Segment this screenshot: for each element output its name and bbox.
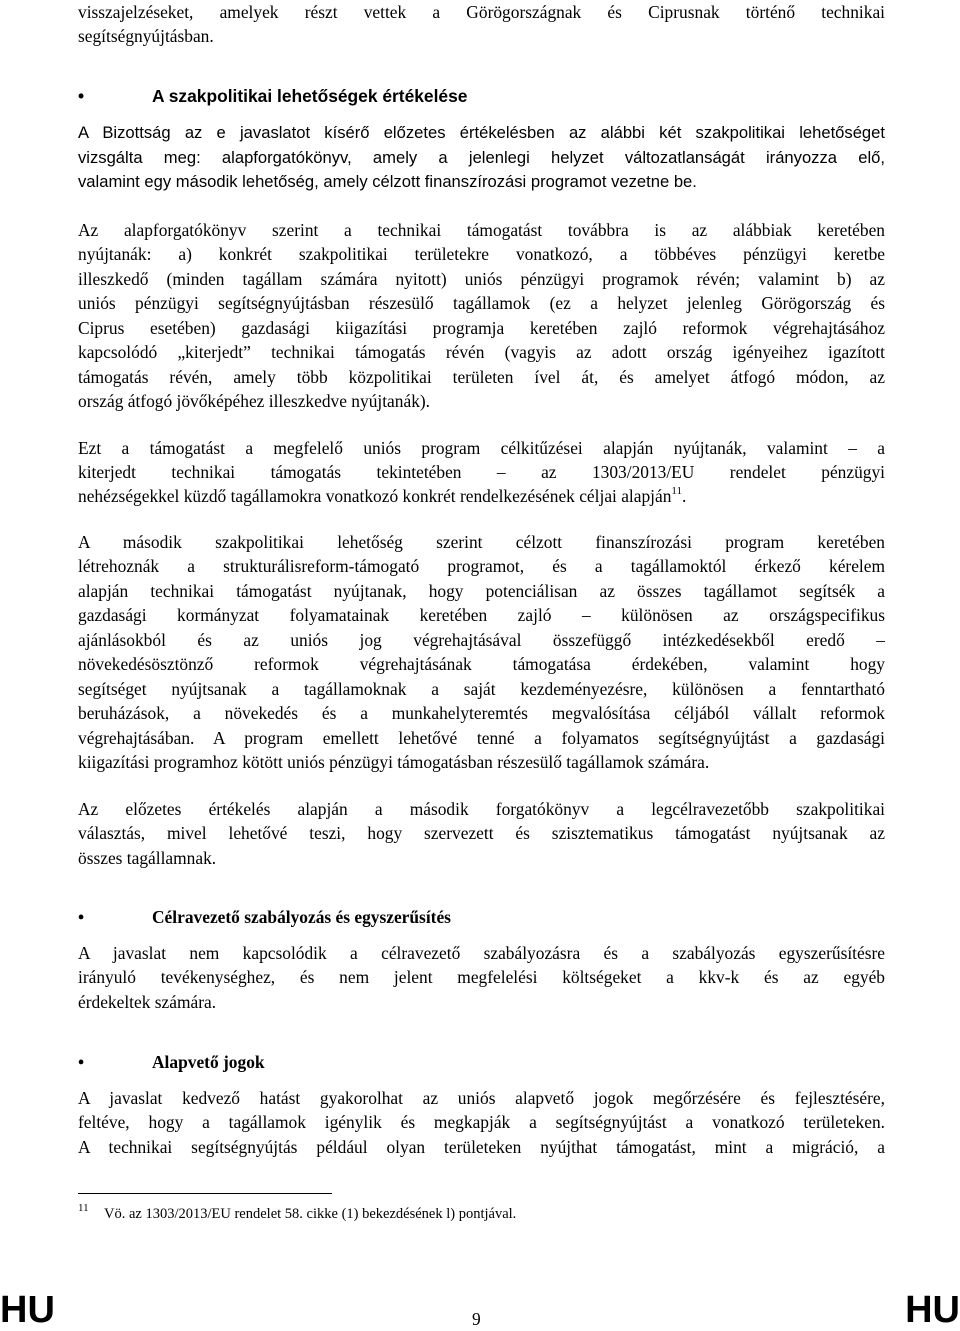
paragraph-line: illeszkedő (minden tagállam számára nyitott) uniós pénzügyi programok révén; valamint b) az — [78, 269, 885, 289]
footer-language-right: HU — [905, 1289, 960, 1331]
paragraph-line: A javaslat nem kapcsolódik a célravezető szabályozásra és a szabályozás egyszerűsítésre — [78, 943, 885, 963]
heading-text: Alapvető jogok — [152, 1052, 265, 1072]
paragraph-line: növekedésösztönző reformok végrehajtásának támogatása érdekében, valamint hogy — [78, 654, 885, 674]
paragraph-line: A második szakpolitikai lehetőség szerint célzott finanszírozási program keretében — [78, 532, 885, 552]
footnote-number: 11 — [78, 1202, 89, 1214]
paragraph-line: ország átfogó jövőképéhez illeszkedve nyújtanák). — [78, 391, 431, 411]
paragraph-line: Ciprus esetében) gazdasági kiigazítási programja keretében zajló reformok végrehajtásához — [78, 318, 885, 338]
paragraph-line: kapcsolódó „kiterjedt” technikai támogatás révén (vagyis az adott ország igényeihez igazított — [78, 342, 885, 362]
paragraph-line: visszajelzéseket, amelyek részt vettek a Görögországnak és Ciprusnak történő technikai — [78, 2, 885, 22]
paragraph-line: gazdasági kormányzat folyamatainak keretében zajló – különösen az országspecifikus — [78, 605, 885, 625]
paragraph-line: uniós pénzügyi segítségnyújtásban részesülő tagállamok (ez a helyzet jelenleg Görögország és — [78, 293, 885, 313]
paragraph-line: beruházások, a növekedés és a munkahelyteremtés megvalósítása céljából vállalt reformok — [78, 703, 885, 723]
paragraph-line — [78, 484, 885, 509]
footnote-separator — [78, 1193, 332, 1194]
paragraph-line: összes tagállamnak. — [78, 848, 217, 868]
paragraph-line: Ezt a támogatást a megfelelő uniós program célkitűzései alapján nyújtanák, valamint – a — [78, 438, 885, 458]
paragraph-line: segítségnyújtásban. — [78, 26, 214, 46]
heading-text: A szakpolitikai lehetőségek értékelése — [152, 86, 468, 106]
bullet-icon: • — [78, 1052, 85, 1072]
footer-language-left: HU — [0, 1289, 55, 1331]
paragraph-line: érdekeltek számára. — [78, 992, 217, 1012]
paragraph-line: választás, mivel lehetővé teszi, hogy szervezett és szisztematikus támogatást nyújtsanak az — [78, 823, 885, 843]
paragraph-line: végrehajtásában. A program emellett lehetővé tenné a folyamatos segítségnyújtást a gazdasági — [78, 728, 885, 748]
paragraph-line: irányuló tevékenységhez, és nem jelent megfelelési költségeket a kkv-k és az egyéb — [78, 967, 885, 987]
paragraph-line: vizsgálta meg: alapforgatókönyv, amely a jelenlegi helyzet változatlanságát irányozza elő, — [78, 148, 885, 167]
paragraph-line: kiigazítási programhoz kötött uniós pénzügyi támogatásban részesülő tagállamok számára. — [78, 752, 710, 772]
paragraph-line: létrehoznák a strukturálisreform-támogató programot, és a tagállamoktól érkező kérelem — [78, 556, 885, 576]
paragraph-line: nyújtanák: a) konkrét szakpolitikai területekre vonatkozó, a többéves pénzügyi keretbe — [78, 244, 885, 264]
paragraph-line: alapján technikai támogatást nyújtanak, hogy potenciálisan az összes tagállamot segítsék a — [78, 581, 885, 601]
paragraph-line: ajánlásokból és az uniós jog végrehajtásával összefüggő intézkedésekből eredő – — [78, 630, 885, 650]
paragraph-line: A Bizottság az e javaslatot kísérő előzetes értékelésben az alábbi két szakpolitikai lehetőséget — [78, 123, 885, 142]
paragraph-line: támogatás révén, amely több közpolitikai területen ível át, és amelyet átfogó módon, az — [78, 367, 885, 387]
footnote-reference[interactable]: 11 — [671, 485, 683, 497]
paragraph-line: Az alapforgatókönyv szerint a technikai támogatást továbbra is az alábbiak keretében — [78, 220, 885, 240]
bullet-icon: • — [78, 86, 85, 106]
paragraph-line: A technikai segítségnyújtás például olyan területeken nyújthat támogatást, mint a migráció, a — [78, 1137, 885, 1157]
paragraph-line: A javaslat kedvező hatást gyakorolhat az uniós alapvető jogok megőrzésére és fejlesztésére, — [78, 1088, 885, 1108]
paragraph-line: feltéve, hogy a tagállamok igénylik és megkapják a segítségnyújtást a vonatkozó területeken. — [78, 1112, 885, 1132]
paragraph-line: Az előzetes értékelés alapján a második forgatókönyv a legcélravezetőbb szakpolitikai — [78, 799, 885, 819]
paragraph-line: valamint egy második lehetőség, amely célzott finanszírozási programot vezetne be. — [78, 172, 697, 191]
footnote-text: Vö. az 1303/2013/EU rendelet 58. cikke (1) bekezdésének l) pontjával. — [104, 1206, 517, 1222]
page-number: 9 — [472, 1309, 481, 1329]
sentence-end: . — [682, 486, 687, 506]
heading-text: Célravezető szabályozás és egyszerűsítés — [152, 907, 451, 927]
bullet-icon: • — [78, 907, 85, 927]
paragraph-text: nehézségekkel küzdő tagállamokra vonatkozó konkrét rendelkezésének céljai alapján — [78, 486, 672, 506]
paragraph-line: segítséget nyújtsanak a tagállamoknak a saját kezdeményezésre, különösen a fenntartható — [78, 679, 885, 699]
paragraph-line: kiterjedt technikai támogatás tekintetében – az 1303/2013/EU rendelet pénzügyi — [78, 462, 885, 482]
